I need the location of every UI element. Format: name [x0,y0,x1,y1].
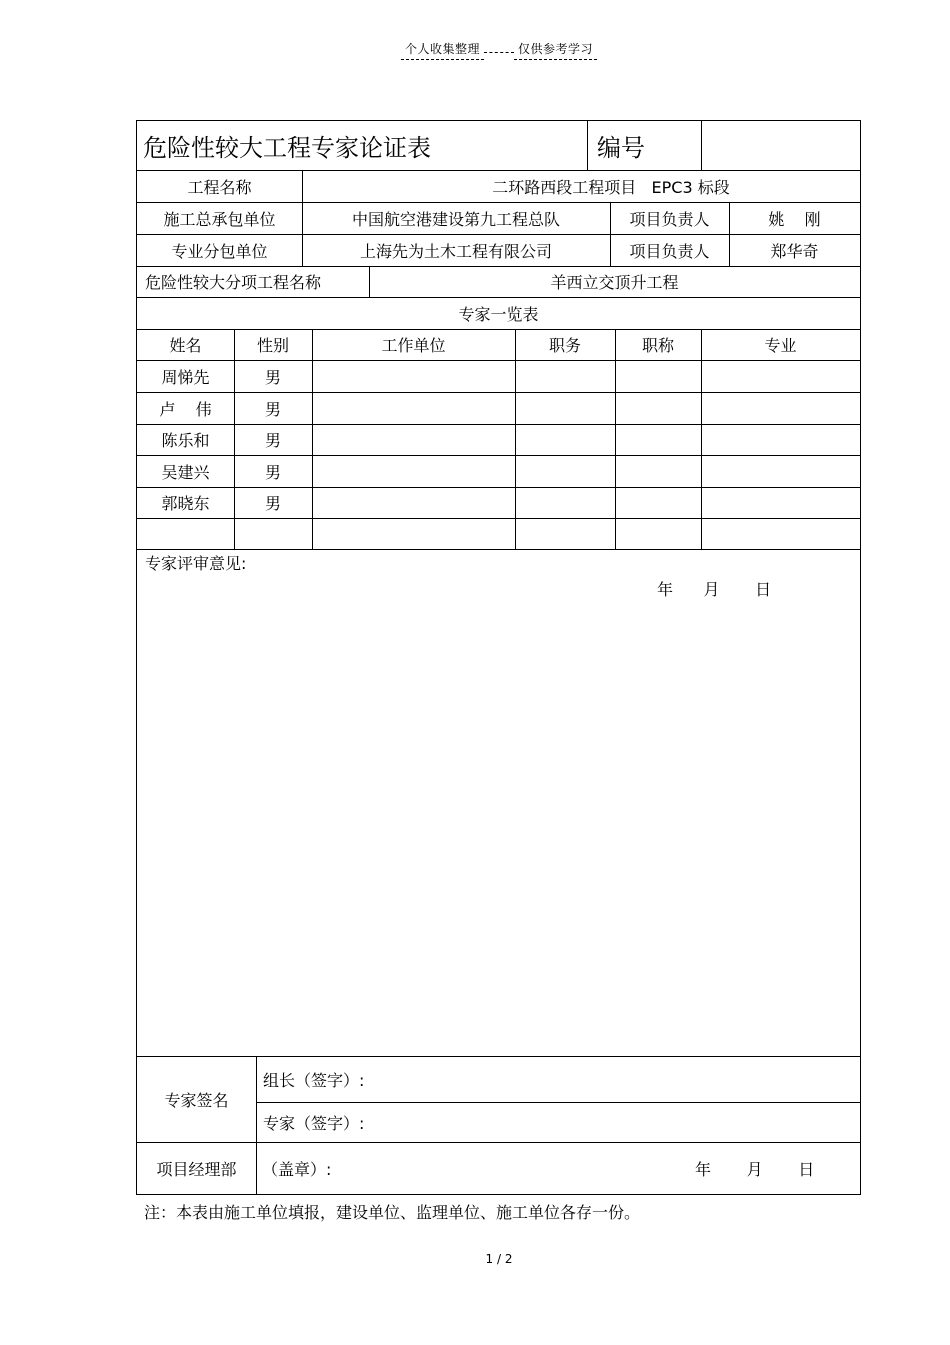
sub-manager-value: 郑华奇 [770,241,819,261]
expert-name: 吴建兴 [161,462,210,482]
expert-name: 卢 伟 [159,399,212,419]
col-divider [701,329,702,549]
page-number: 1 / 2 [485,1252,513,1266]
expert-review-form [136,120,861,1195]
header-divider [484,52,514,53]
number-value [701,121,860,170]
row-divider [137,518,860,519]
number-label: 编号 [597,134,645,162]
expert-gender: 男 [264,494,281,513]
form-title: 危险性较大工程专家论证表 [143,134,431,162]
subcontractor-label: 专业分包单位 [171,241,268,261]
expert-gender: 男 [264,399,281,419]
column-header: 性别 [256,336,289,355]
col-divider [312,329,313,549]
stamp-date: 年 月 日 [695,1159,815,1179]
review-date: 年 月 日 [657,579,772,599]
signature-label: 专家签名 [164,1090,229,1110]
leader-sign-label: 组长（签字）: [263,1070,365,1090]
general-contractor-value: 中国航空港建设第九工程总队 [351,209,560,229]
header-right-text: 仅供参考学习 [514,40,597,60]
expert-name: 陈乐和 [161,431,210,450]
subproject-label: 危险性较大分项工程名称 [145,273,322,292]
gc-manager-label: 项目负责人 [629,209,710,229]
project-name-value: 二环路西段工程项目 EPC3 标段 [492,177,730,197]
subproject-value: 羊西立交顶升工程 [550,273,679,292]
expert-sign-label: 专家（签字）: [263,1113,365,1133]
expert-gender: 男 [264,367,281,387]
page-header [0,40,950,60]
column-header: 工作单位 [381,336,446,355]
review-label: 专家评审意见: [145,553,247,573]
sub-manager-label: 项目负责人 [629,241,710,261]
pm-dept-label: 项目经理部 [156,1159,237,1179]
expert-name: 周悌先 [161,367,210,387]
general-contractor-label: 施工总承包单位 [163,209,276,229]
form-note: 注：本表由施工单位填报，建设单位、监理单位、施工单位各存一份。 [144,1203,641,1222]
header-left-text: 个人收集整理 [401,40,484,60]
expert-gender: 男 [264,462,281,482]
expert-name: 郭晓东 [161,494,210,513]
expert-gender: 男 [264,431,281,450]
col-divider [515,329,516,549]
expert-list-title: 专家一览表 [458,304,539,324]
column-header: 专业 [764,336,797,355]
column-header: 职称 [641,336,674,355]
subcontractor-value: 上海先为土木工程有限公司 [359,241,552,261]
column-header: 姓名 [169,336,202,355]
column-header: 职务 [548,336,581,355]
stamp-label: （盖章）: [262,1159,332,1179]
col-divider [615,329,616,549]
gc-manager-value: 姚 刚 [768,209,821,229]
project-name-label: 工程名称 [187,177,252,197]
